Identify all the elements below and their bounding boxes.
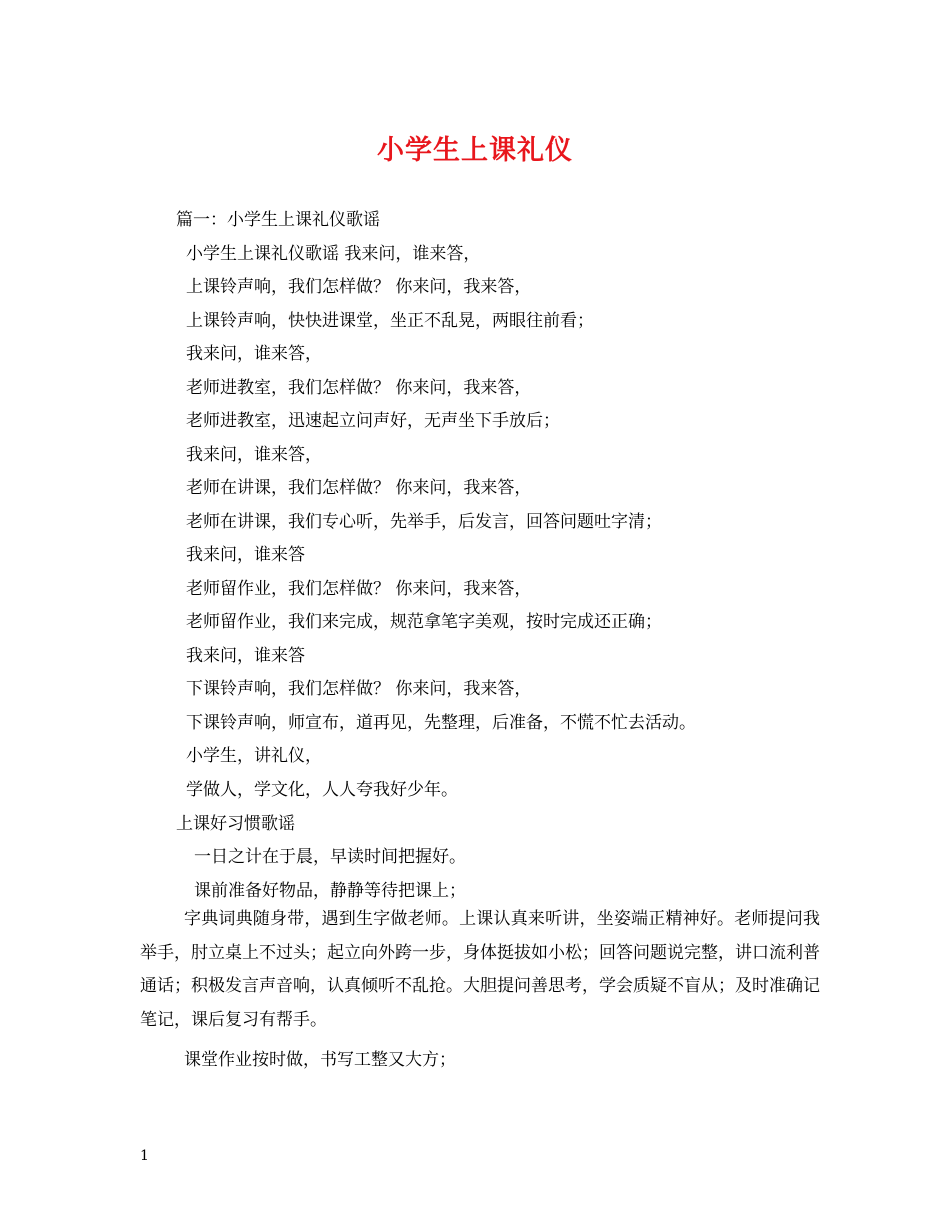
text-line: 学做人，学文化，人人夸我好少年。	[186, 780, 458, 800]
text-line: 课前准备好物品，静静等待把课上；	[194, 881, 466, 901]
text-line: 老师在讲课，我们怎样做？ 你来问，我来答，	[186, 478, 532, 498]
text-line: 下课铃声响，我们怎样做？ 你来问，我来答，	[186, 679, 532, 699]
page-number: 1	[140, 1148, 149, 1164]
text-line: 老师留作业，我们来完成，规范拿笔字美观，按时完成还正确；	[186, 612, 662, 632]
text-line: 课堂作业按时做，书写工整又大方；	[184, 1050, 456, 1070]
text-line: 我来问，谁来答，	[186, 344, 322, 364]
text-line: 小学生上课礼仪歌谣 我来问，谁来答，	[186, 244, 481, 264]
section-heading: 上课好习惯歌谣	[176, 814, 295, 834]
text-line: 一日之计在于晨，早读时间把握好。	[194, 847, 466, 867]
text-line: 老师留作业，我们怎样做？ 你来问，我来答，	[186, 579, 532, 599]
text-line: 老师进教室，我们怎样做？ 你来问，我来答，	[186, 378, 532, 398]
text-line: 上课铃声响，快快进课堂，坐正不乱晃，两眼往前看；	[186, 311, 594, 331]
document-title: 小学生上课礼仪	[377, 135, 573, 166]
text-line: 上课铃声响，我们怎样做？ 你来问，我来答，	[186, 277, 532, 297]
text-line: 老师在讲课，我们专心听，先举手，后发言，回答问题吐字清；	[186, 512, 662, 532]
text-line: 我来问，谁来答	[186, 545, 305, 565]
text-line: 我来问，谁来答	[186, 646, 305, 666]
text-line: 我来问，谁来答，	[186, 445, 322, 465]
text-line: 小学生，讲礼仪，	[186, 746, 322, 766]
section-heading: 篇一：小学生上课礼仪歌谣	[176, 210, 380, 230]
text-line: 老师进教室，迅速起立问声好，无声坐下手放后；	[186, 411, 560, 431]
body-paragraph: 字典词典随身带，遇到生字做老师。上课认真来听讲，坐姿端正精神好。老师提问我举手，肘立桌上不过头；起立向外跨一步，身体挺拔如小松；回答问题说完整，讲口流利普通话；积极发言声音响，认真倾听不乱抢。大胆提问善思考，学会质疑不盲从；及时准确记笔记，课后复习有帮手。	[140, 909, 820, 1030]
text-line: 下课铃声响，师宣布，道再见，先整理，后准备，不慌不忙去活动。	[186, 713, 696, 733]
